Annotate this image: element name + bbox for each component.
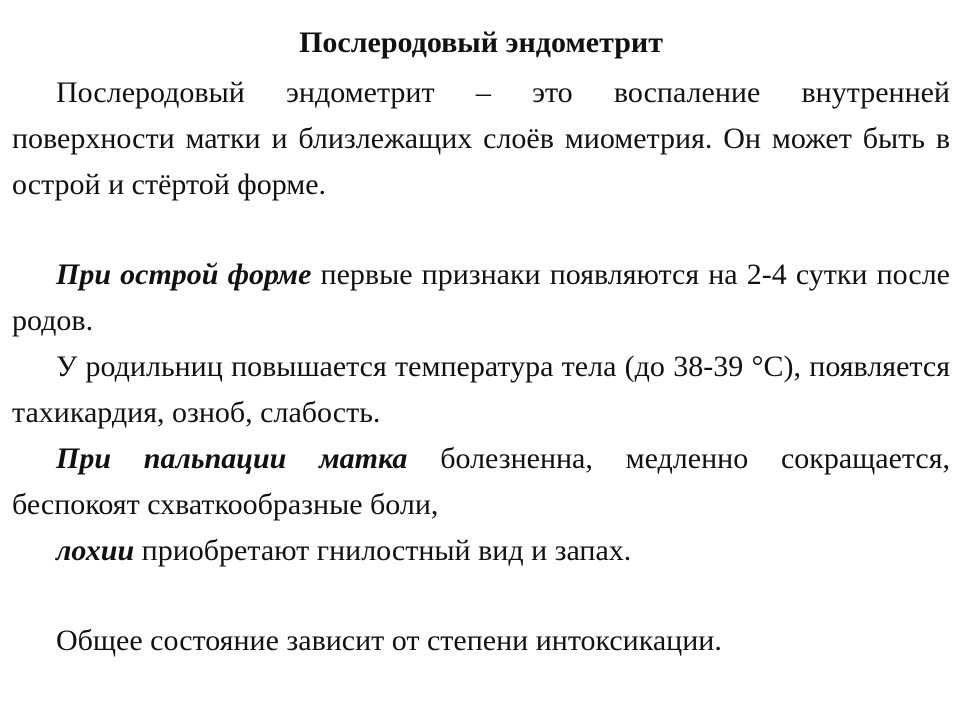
spacer	[12, 208, 950, 252]
acute-form-text: первые признаки появляются на 2-4 сутки после родов.	[12, 258, 950, 337]
slide-content	[12, 22, 950, 664]
lochia-text: приобретают гнилостный вид и запах.	[134, 534, 632, 567]
paragraph-palpation	[12, 436, 950, 528]
palpation-text: болезненна, медленно сокращается, беспокоят схваткообразные боли,	[12, 442, 950, 521]
paragraph-lochia	[12, 528, 950, 574]
slide-title: Послеродовый эндометрит	[299, 26, 663, 59]
paragraph-temperature: У родильниц повышается температура тела (до 38-39 °С), появляется тахикардия, озноб, слабость.	[12, 350, 950, 429]
emphasis-palpation: При пальпации матка	[56, 442, 408, 475]
emphasis-lochia: лохии	[56, 534, 135, 567]
paragraph-general-state: Общее состояние зависит от степени интоксикации.	[56, 624, 722, 657]
paragraph-definition: Послеродовый эндометрит – это воспаление внутренней поверхности матки и близлежащих слоёв миометрия. Он может быть в острой и стёртой форме.	[12, 76, 950, 201]
paragraph-acute-form	[12, 252, 950, 344]
spacer	[12, 574, 950, 618]
emphasis-acute-form: При острой форме	[56, 258, 312, 291]
